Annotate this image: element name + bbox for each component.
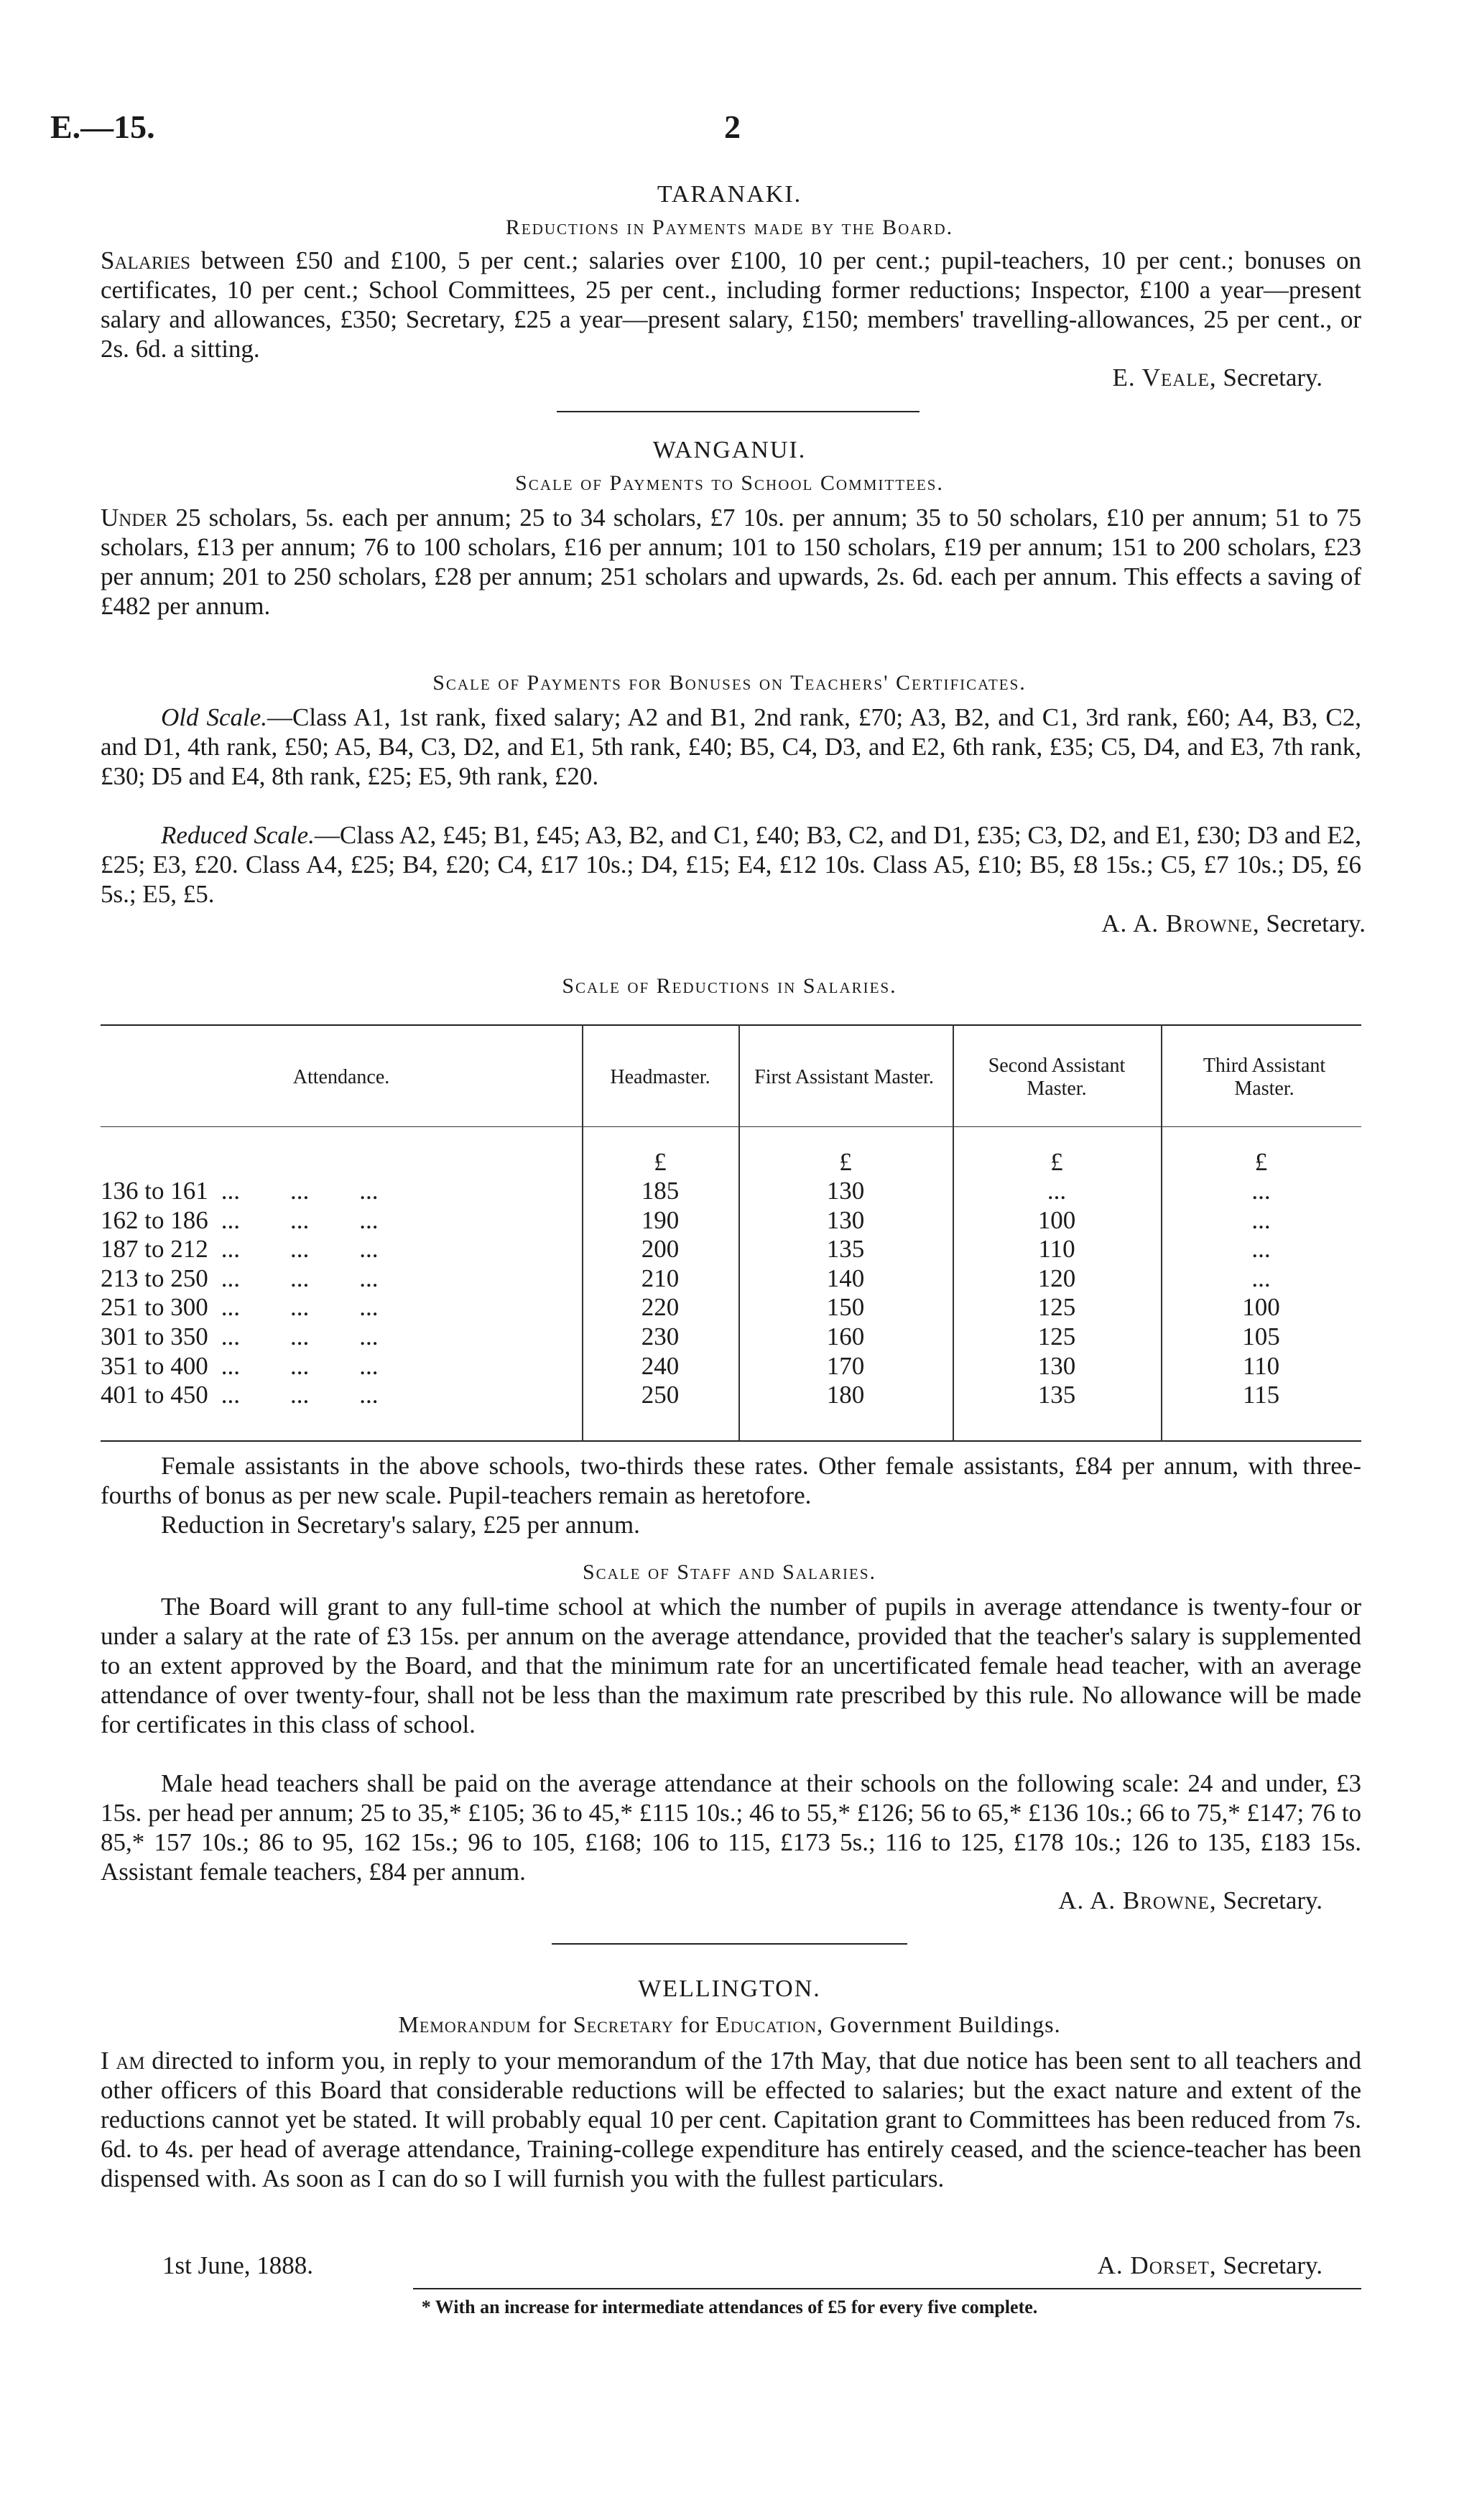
table-row-attendance [101,1264,378,1293]
footnote: * With an increase for intermediate attendances of £5 for every five complete. [421,2297,1038,2317]
table-bottom-rule [101,1440,1361,1442]
table-cell: 220 [641,1293,680,1321]
taranaki-sig-name: E. Veale, [1112,363,1217,392]
table-cell: 140 [826,1264,865,1292]
wanganui-sig2-name: A. A. Browne, [1058,1886,1217,1914]
taranaki-subheading: Reductions in Payments made by the Board. [505,216,954,239]
table-row-attendance [101,1381,378,1409]
table-cell: 110 [1242,1352,1280,1380]
attendance-range: 351 to 400 [101,1352,208,1380]
page-number: 2 [724,108,741,145]
table-cell: 125 [1037,1293,1076,1321]
leader-dots: ... ... ... [221,1293,379,1321]
table-row-attendance [101,1206,378,1235]
staff-paragraph-1: The Board will grant to any full-time school at which the number of pupils in average attendance is twenty-four or under a salary at the rate of £3 15s. per annum on the average attendance, provided that the teacher's salary is supplemented to an extent approved by the Board, and that the minimum rate for an uncertificated female head teacher, with an average attendance of over twenty-four, shall not be less than the maximum rate prescribed by this rule. No allowance will be made for certificates in this class of school. [101,1593,1361,1738]
wanganui-sig1-title: Secretary. [1259,909,1366,937]
attendance-range: 301 to 350 [101,1322,208,1351]
table-cell: ... [1251,1264,1271,1292]
wanganui-p1-text: 25 scholars, 5s. each per annum; 25 to 34 scholars, £7 10s. per annum; 35 to 50 scholars, £10 per annum; 51 to 75 scholars, £13 per annum; 76 to 100 scholars, £16 per annum; 101 to 150 scholars, £19 per annum; 151 to 200 scholars, £23 per annum; 201 to 250 scholars, £28 per annum; 251 scholars and upwards, 2s. 6d. each per annum. This effects a saving of £482 per annum. [101,504,1361,620]
currency-symbol: £ [1254,1148,1268,1176]
leader-dots: ... ... ... [221,1177,379,1205]
wellington-text: directed to inform you, in reply to your memorandum of the 17th May, that due notice has been sent to all teachers and other officers of this Board that considerable reductions will be effected to salaries; but the exact nature and extent of the reductions cannot yet be stated. It will probably equal 10 per cent. Capitation grant to Committees has been reduced from 7s. 6d. to 4s. per head of average attendance, Training-college expenditure has entirely ceased, and the science-teacher has been dispensed with. As soon as I can do so I will furnish you with the fullest particulars. [101,2047,1361,2192]
memo-government: Government Buildings. [823,2011,1061,2037]
col-header-second-assistant: Second Assistant Master. [988,1055,1126,1100]
wanganui-reduced-scale-paragraph [101,820,1361,909]
taranaki-paragraph [101,246,1361,363]
table-cell: 110 [1038,1235,1075,1263]
attendance-range: 162 to 186 [101,1206,208,1234]
wanganui-signature-1 [1101,909,1366,938]
table-cell: 125 [1037,1322,1076,1351]
table-cell: 115 [1242,1381,1280,1409]
table-row-attendance [101,1352,378,1381]
taranaki-text: between £50 and £100, 5 per cent.; salaries over £100, 10 per cent.; pupil-teachers, 10 per cent.; bonuses on certificates, 10 per cent.; School Committees, 25 per cent., including former reductions; Inspector, £100 a year—present salary and allowances, £350; Secretary, £25 a year—present salary, £150; members' travelling-allowances, 25 per cent., or 2s. 6d. a sitting. [101,246,1361,363]
table-cell: 240 [641,1352,680,1380]
reduced-scale-label: Reduced Scale. [161,821,315,849]
leader-dots: ... ... ... [221,1381,379,1409]
table-cell: 180 [826,1381,865,1409]
wellington-heading: WELLINGTON. [638,1975,821,2002]
table-cell: 190 [641,1206,680,1234]
table-cell: 100 [1037,1206,1076,1234]
wanganui-subheading-committees: Scale of Payments to School Committees. [515,471,944,495]
wanganui-subheading-reductions: Scale of Reductions in Salaries. [562,974,897,998]
attendance-range: 136 to 161 [101,1177,208,1205]
col-header-third-assistant: Third Assistant Master. [1203,1055,1326,1100]
memo-for: for [531,2011,573,2037]
currency-symbol: £ [839,1148,852,1176]
table-cell: ... [1251,1235,1271,1263]
table-row-attendance [101,1177,378,1205]
currency-symbol: £ [654,1148,667,1176]
table-row-attendance [101,1322,378,1351]
wanganui-sig2-title: Secretary. [1216,1886,1323,1914]
table-cell: 135 [1037,1381,1076,1409]
table-cell: 160 [826,1322,865,1351]
taranaki-sig-title: Secretary. [1216,363,1323,392]
memo-word: Memorandum [398,2011,532,2037]
wanganui-p1-lead: Under [101,504,168,532]
staff-paragraph-2: Male head teachers shall be paid on the average attendance at their schools on the following scale: 24 and under, £3 15s. per head per annum; 25 to 35,* £105; 36 to 45,* £115 10s.; 46 to 55,* £126; 56 to 65,* £136 10s.; 66 to 75,* £147; 76 to 85,* 157 10s.; 86 to 95, 162 15s.; 96 to 105, £168; 106 to 115, £173 5s.; 116 to 125, £178 10s.; 126 to 135, £183 15s. Assistant female teachers, £84 per annum. [101,1769,1361,1886]
wanganui-subheading-bonuses: Scale of Payments for Bonuses on Teachers' Certificates. [432,671,1027,695]
table-cell: ... [1251,1206,1271,1234]
table-row-attendance [101,1235,378,1264]
taranaki-heading: TARANAKI. [657,181,802,208]
attendance-range: 213 to 250 [101,1264,208,1292]
table-cell: 120 [1037,1264,1076,1292]
wanganui-signature-2 [1058,1886,1323,1915]
memo-education: Education, [715,2011,824,2037]
leader-dots: ... ... ... [221,1352,379,1380]
leader-dots: ... ... ... [221,1322,379,1351]
table-row-attendance [101,1293,378,1322]
wanganui-old-scale-paragraph [101,703,1361,791]
wanganui-subheading-staff: Scale of Staff and Salaries. [582,1560,877,1584]
attendance-range: 187 to 212 [101,1235,208,1263]
table-cell: 105 [1242,1322,1280,1351]
old-scale-label: Old Scale. [161,703,268,731]
leader-dots: ... ... ... [221,1206,379,1234]
secretary-reduction-line: Reduction in Secretary's salary, £25 per annum. [161,1511,640,1539]
wellington-date: 1st June, 1888. [162,2251,313,2279]
table-cell: 230 [641,1322,680,1351]
wanganui-heading: WANGANUI. [652,437,807,463]
wellington-sig-name: A. Dorset, [1097,2251,1217,2279]
wanganui-committees-paragraph [101,503,1361,621]
attendance-range: 401 to 450 [101,1381,208,1409]
female-assistants-paragraph: Female assistants in the above schools, two-thirds these rates. Other female assistants, £84 per annum, with three-fourths of bonus as per new scale. Pupil-teachers remain as heretofore. [101,1452,1361,1509]
wanganui-sig1-name: A. A. Browne, [1101,909,1260,937]
wellington-signature [1098,2251,1323,2280]
col-header-first-assistant: First Assistant Master. [754,1066,934,1088]
attendance-range: 251 to 300 [101,1293,208,1321]
old-scale-text: —Class A1, 1st rank, fixed salary; A2 and B1, 2nd rank, £70; A3, B2, and C1, 3rd rank, £60; A4, B3, C2, and D1, 4th rank, £50; A5, B4, C3, D2, and E1, 5th rank, £40; B5, C4, D3, and E2, 6th rank, £35; C5, D4, and E3, 7th rank, £30; D5 and E4, 8th rank, £25; E5, 9th rank, £20. [101,703,1361,790]
table-cell: 130 [1037,1352,1076,1380]
table-cell: 170 [826,1352,865,1380]
table-cell: 100 [1242,1293,1280,1321]
memo-secretary: Secretary [573,2011,674,2037]
table-cell: 130 [826,1177,865,1205]
table-cell: 150 [826,1293,865,1321]
table-cell: 250 [641,1381,680,1409]
col-header-attendance: Attendance. [292,1066,390,1088]
table-cell: 135 [826,1235,865,1263]
section-divider [557,411,920,412]
footnote-rule [413,2288,1361,2289]
memo-for-2: for [673,2011,716,2037]
document-reference: E.—15. [50,108,155,145]
taranaki-signature [1112,363,1323,392]
leader-dots: ... ... ... [221,1264,379,1292]
section-divider [552,1943,907,1945]
table-cell: 185 [641,1177,680,1205]
table-cell: 200 [641,1235,680,1263]
wellington-sig-title: Secretary. [1216,2251,1323,2279]
table-header-rule [101,1126,1361,1127]
col-header-headmaster: Headmaster. [610,1066,710,1088]
table-cell: ... [1047,1177,1067,1205]
table-cell: 130 [826,1206,865,1234]
reduced-scale-text: —Class A2, £45; B1, £45; A3, B2, and C1, £40; B3, C2, and D1, £35; C3, D2, and E1, £30; D3 and E2, £25; E3, £20. Class A4, £25; B4, £20; C4, £17 10s.; D4, £15; E4, £12 10s. Class A5, £10; B5, £8 15s.; C5, £7 10s.; D5, £6 5s.; E5, £5. [101,821,1361,908]
leader-dots: ... ... ... [221,1235,379,1263]
currency-symbol: £ [1050,1148,1063,1176]
table-top-rule [101,1024,1361,1026]
wellington-lead: I am [101,2047,145,2075]
table-cell: 210 [641,1264,680,1292]
wellington-paragraph [101,2046,1361,2193]
taranaki-lead: Salaries [101,246,191,274]
table-cell: ... [1251,1177,1271,1205]
wellington-memo-line [0,2011,1459,2038]
